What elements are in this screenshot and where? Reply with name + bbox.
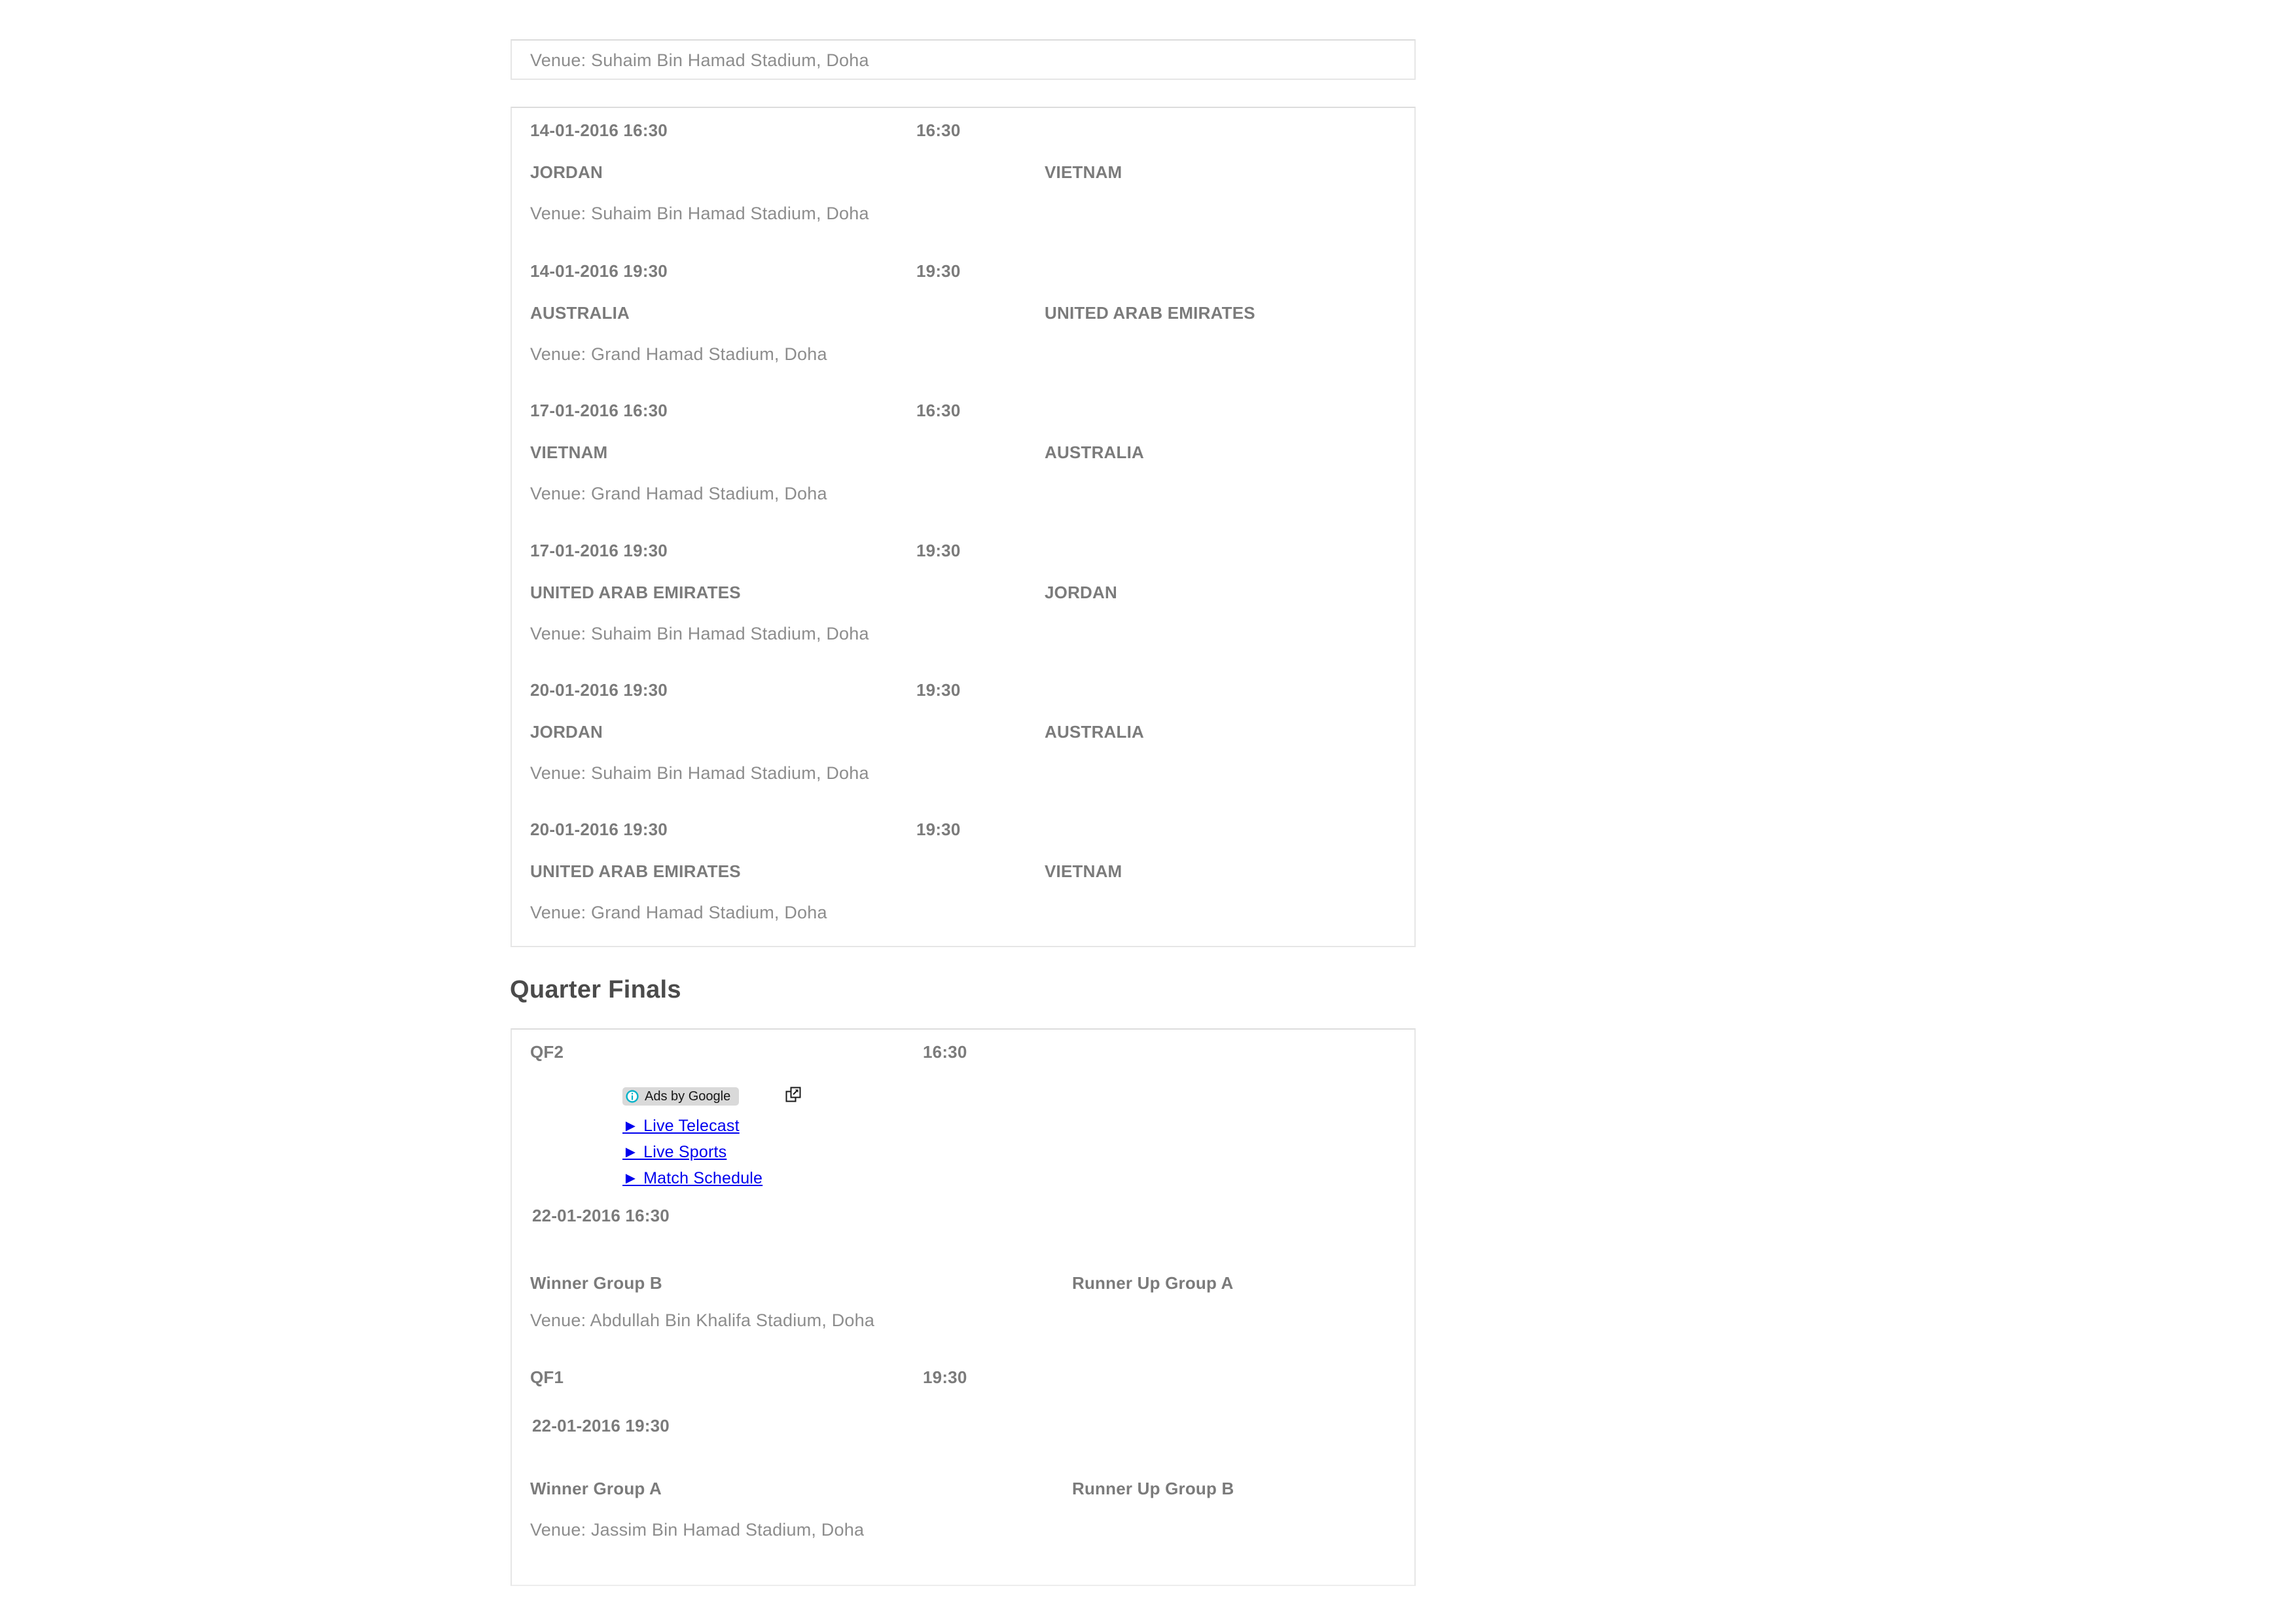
group-match-card-partial [511, 39, 1416, 80]
match-venue: Venue: Suhaim Bin Hamad Stadium, Doha [530, 624, 869, 643]
match-row [512, 117, 1414, 228]
away-team: AUSTRALIA [1045, 442, 1145, 462]
kickoff-time: 19:30 [916, 261, 961, 281]
match-datetime: 17-01-2016 16:30 [530, 401, 668, 420]
match-venue: Venue: Grand Hamad Stadium, Doha [530, 344, 827, 364]
match-datetime: 20-01-2016 19:30 [530, 680, 668, 700]
match-row [512, 537, 1414, 649]
qf1-home-team: Winner Group A [530, 1479, 662, 1498]
google-ad-unit [622, 1087, 1041, 1191]
qf1-venue: Venue: Jassim Bin Hamad Stadium, Doha [530, 1520, 865, 1540]
kickoff-time: 19:30 [916, 541, 961, 560]
ads-by-google-badge[interactable] [622, 1087, 739, 1106]
match-datetime: 17-01-2016 19:30 [530, 541, 668, 560]
match-venue: Venue: Grand Hamad Stadium, Doha [530, 903, 827, 922]
match-venue: Venue: Suhaim Bin Hamad Stadium, Doha [530, 50, 869, 70]
qf2-time: 16:30 [923, 1042, 967, 1062]
home-team: JORDAN [530, 162, 603, 182]
match-row [512, 397, 1414, 509]
kickoff-time: 16:30 [916, 401, 961, 420]
match-row [512, 677, 1414, 788]
ads-by-google-label: Ads by Google [645, 1089, 731, 1104]
ad-link-live-telecast[interactable]: ► Live Telecast [622, 1117, 740, 1135]
qf2-home-team: Winner Group B [530, 1273, 662, 1293]
info-icon [626, 1090, 639, 1103]
ad-link-live-sports[interactable]: ► Live Sports [622, 1143, 727, 1161]
home-team: UNITED ARAB EMIRATES [530, 583, 741, 602]
match-row [512, 258, 1414, 369]
kickoff-time: 19:30 [916, 680, 961, 700]
qf1-time: 19:30 [923, 1367, 967, 1387]
kickoff-time: 16:30 [916, 120, 961, 140]
section-heading: Quarter Finals [510, 976, 681, 1003]
match-datetime: 14-01-2016 19:30 [530, 261, 668, 281]
match-datetime: 20-01-2016 19:30 [530, 820, 668, 839]
match-row [512, 816, 1414, 928]
home-team: JORDAN [530, 722, 603, 742]
home-team: UNITED ARAB EMIRATES [530, 861, 741, 881]
match-venue: Venue: Suhaim Bin Hamad Stadium, Doha [530, 763, 869, 783]
qf2-away-team: Runner Up Group A [1072, 1273, 1234, 1293]
open-in-new-icon[interactable] [785, 1086, 802, 1106]
match-venue: Venue: Grand Hamad Stadium, Doha [530, 484, 827, 503]
qf2-label: QF2 [530, 1042, 564, 1062]
home-team: VIETNAM [530, 442, 608, 462]
qf1-datetime: 22-01-2016 19:30 [532, 1416, 670, 1435]
home-team: AUSTRALIA [530, 303, 630, 323]
quarter-finals-card [511, 1028, 1416, 1586]
away-team: AUSTRALIA [1045, 722, 1145, 742]
match-venue: Venue: Suhaim Bin Hamad Stadium, Doha [530, 204, 869, 223]
qf2-datetime: 22-01-2016 16:30 [532, 1206, 670, 1225]
match-datetime: 14-01-2016 16:30 [530, 120, 668, 140]
kickoff-time: 19:30 [916, 820, 961, 839]
ad-badge-row [622, 1087, 1041, 1106]
away-team: VIETNAM [1045, 162, 1122, 182]
away-team: VIETNAM [1045, 861, 1122, 881]
qf1-away-team: Runner Up Group B [1072, 1479, 1234, 1498]
ad-links [622, 1113, 1041, 1191]
qf1-label: QF1 [530, 1367, 564, 1387]
qf2-venue: Venue: Abdullah Bin Khalifa Stadium, Doha [530, 1310, 875, 1330]
away-team: JORDAN [1045, 583, 1117, 602]
away-team: UNITED ARAB EMIRATES [1045, 303, 1255, 323]
group-matches-card [511, 107, 1416, 947]
ad-link-match-schedule[interactable]: ► Match Schedule [622, 1169, 763, 1187]
